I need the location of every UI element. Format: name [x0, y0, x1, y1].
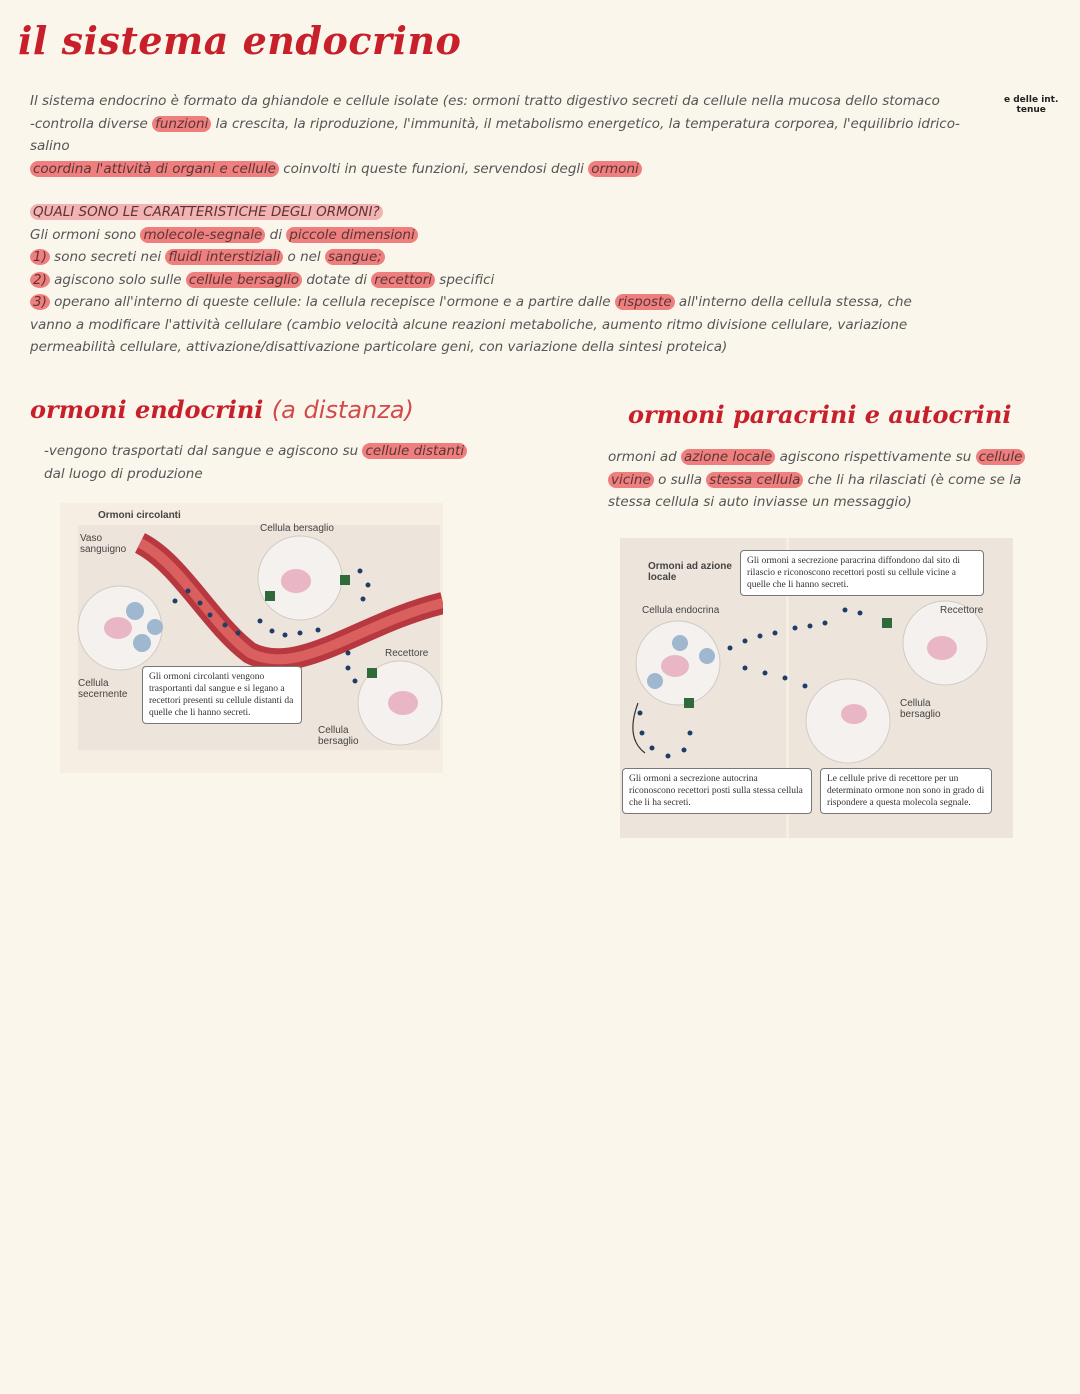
- autocrine-caption: Gli ormoni a secrezione autocrina riconoscono recettori posti sulla stessa cellula che li ha secreti.: [622, 768, 812, 814]
- characteristics-item-3-line-3: permeabilità cellulare, attivazione/disattivazione particolare geni, con variazione della sintesi proteica): [30, 339, 728, 355]
- intro-line-1: Il sistema endocrino è formato da ghiandole e cellule isolate (es: ormoni tratto digestivo secreti da cellule nella mucosa dello stomaco: [30, 93, 940, 109]
- endocrine-cell-nucleus: [661, 655, 689, 677]
- endocrine-figure: [60, 503, 443, 773]
- secretory-vesicle: [647, 673, 663, 689]
- characteristics-item-2: 2) agiscono solo sulle cellule bersaglio dotate di recettori specifici: [30, 269, 1030, 292]
- receptor-icon: [367, 668, 377, 678]
- endocrine-caption: Gli ormoni circolanti vengono trasportanti dal sangue e si legano a recettori presenti su cellule distanti da quelle che li hanno secreti.: [142, 666, 302, 724]
- intro-line-3: salino: [30, 138, 70, 154]
- figure-title: Ormoni ad azione locale: [648, 561, 732, 583]
- characteristics-item-1: 1) sono secreti nei fluidi interstiziali o nel sangue;: [30, 246, 1030, 269]
- receptor-icon: [265, 591, 275, 601]
- characteristics-heading: QUALI SONO LE CARATTERISTICHE DEGLI ORMONI?: [30, 201, 1030, 224]
- receptor-icon: [340, 575, 350, 585]
- highlight-ormoni: ormoni: [588, 161, 642, 177]
- target-top-label: Cellula bersaglio: [260, 523, 334, 534]
- receptor-label: Recettore: [385, 648, 429, 659]
- figure-title: Ormoni circolanti: [98, 510, 181, 521]
- target-cell-label: Cellula bersaglio: [900, 698, 941, 720]
- characteristics-item-3: 3) operano all'interno di queste cellule: la cellula recepisce l'ormone e a partire dalle risposte all'interno della cellula stessa, che: [30, 291, 1030, 314]
- secretory-vesicle: [133, 634, 151, 652]
- secretory-vesicle: [126, 602, 144, 620]
- receptor-icon: [882, 618, 892, 628]
- intro-line-4: coordina l'attività di organi e cellule coinvolti in queste funzioni, servendosi degli ormoni: [30, 158, 1020, 181]
- paracrine-figure: [620, 538, 1013, 838]
- paracrine-heading: ormoni paracrini e autocrini: [628, 400, 1012, 429]
- margin-note: e delle int. tenue: [1004, 95, 1059, 115]
- no-receptor-caption: Le cellule prive di recettore per un determinato ormone non sono in grado di rispondere a questa molecola segnale.: [820, 768, 992, 814]
- cell-nucleus: [841, 704, 867, 724]
- vessel-label: Vaso sanguigno: [80, 533, 127, 555]
- paracrine-caption: Gli ormoni a secrezione paracrina diffondono dal sito di rilascio e riconoscono recettori posti su cellule vicine a quelle che li hanno secreti.: [740, 550, 984, 596]
- characteristics-item-3-line-2: vanno a modificare l'attività cellulare (cambio velocità alcune reazioni metaboliche, aumento ritmo divisione cellulare, variazione: [30, 316, 908, 333]
- target-cell-nucleus: [281, 569, 311, 593]
- target-cell-nucleus: [388, 691, 418, 715]
- intro-block: [30, 90, 1020, 180]
- secretory-vesicle: [147, 619, 163, 635]
- endocrine-description: -vengono trasportati dal sangue e agiscono su cellule distanti dal luogo di produzione: [44, 440, 544, 485]
- secretory-vesicle: [672, 635, 688, 651]
- endocrine-heading: ormoni endocrini (a distanza): [30, 395, 414, 424]
- secreting-cell-label: Cellula secernente: [78, 678, 128, 700]
- intro-line-2: -controlla diverse funzioni la crescita, la riproduzione, l'immunità, il metabolismo energetico, la temperatura corporea, l'equilibrio idrico-: [30, 115, 960, 132]
- characteristics-line-1: Gli ormoni sono molecole-segnale di piccole dimensioni: [30, 224, 1030, 247]
- page-title: il sistema endocrino: [18, 18, 462, 63]
- endocrine-cell-label: Cellula endocrina: [642, 605, 720, 616]
- secretory-vesicle: [699, 648, 715, 664]
- highlight-coordina: coordina l'attività di organi e cellule: [30, 161, 279, 177]
- highlight-funzioni: funzioni: [152, 116, 211, 132]
- receptor-icon: [684, 698, 694, 708]
- target-bottom-label: Cellula bersaglio: [318, 725, 359, 747]
- paracrine-description: ormoni ad azione locale agiscono rispettivamente su cellule vicine o sulla stessa cellula che li ha rilasciati (è come se la stessa cellula si auto inviasse un messaggio): [608, 446, 1048, 514]
- target-cell-nucleus: [927, 636, 957, 660]
- secreting-cell-nucleus: [104, 617, 132, 639]
- characteristics-block: [30, 201, 1030, 359]
- receptor-label: Recettore: [940, 605, 984, 616]
